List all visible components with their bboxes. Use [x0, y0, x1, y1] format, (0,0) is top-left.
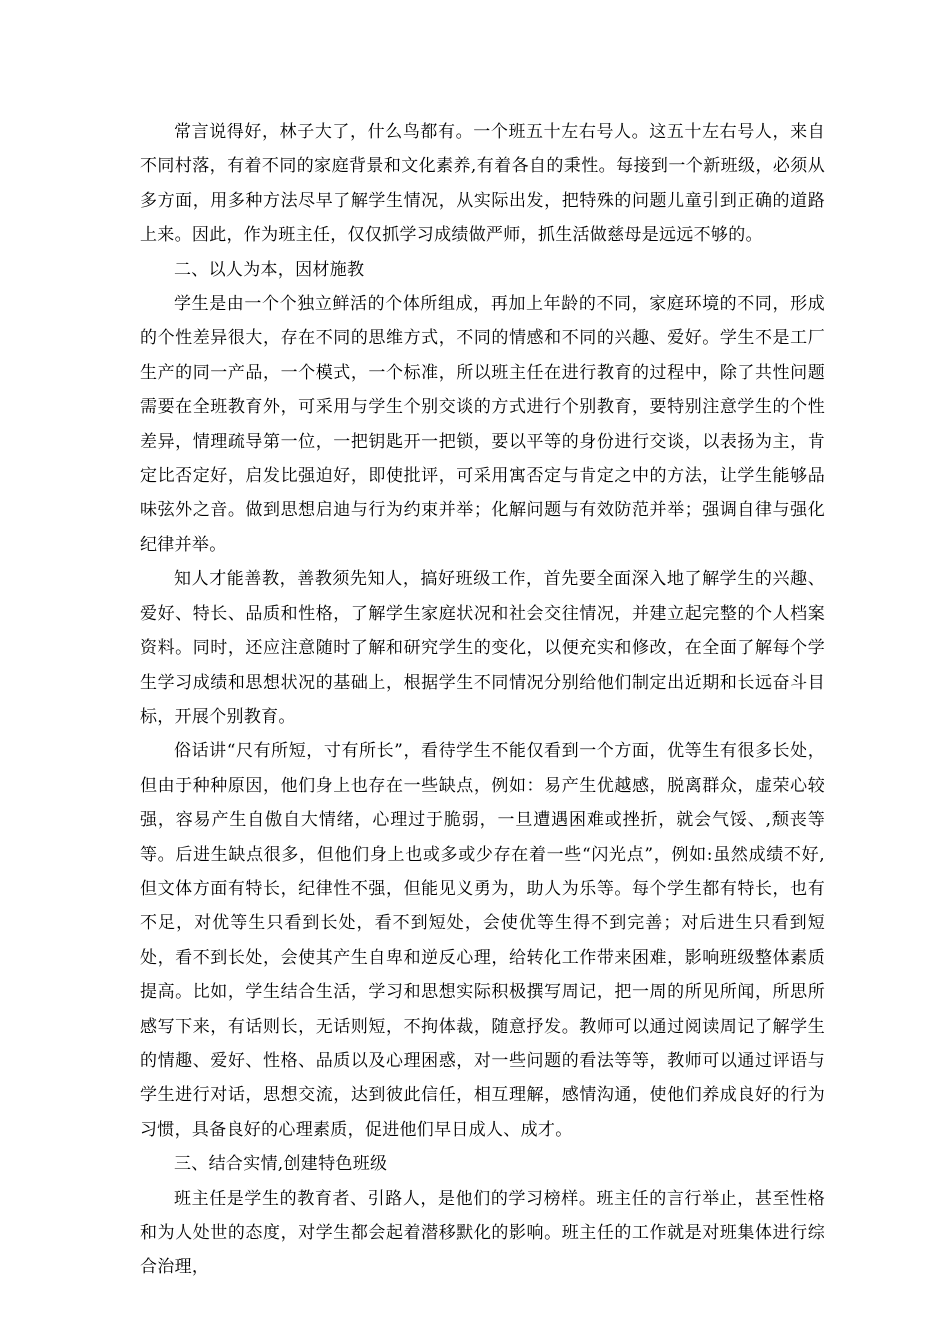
paragraph-individual-differences: 学生是由一个个独立鲜活的个体所组成，再加上年龄的不同，家庭环境的不同，形成的个性差异很大，存在不同的思维方式，不同的情感和不同的兴趣、爱好。学生不是工厂生产的同一产品，一个模式，一个标准，所以班主任在进行教育的过程中，除了共性问题需要在全班教育外，可采用与学生个别交谈的方式进行个别教育，要特别注意学生的个性差异，情理疏导第一位，一把钥匙开一把锁，要以平等的身份进行交谈，以表扬为主，肯定比否定好，启发比强迫好，即使批评，可采用寓否定与肯定之中的方法，让学生能够品味弦外之音。做到思想启迪与行为约束并举；化解问题与有效防范并举；强调自律与强化纪律并举。	[140, 294, 825, 555]
section-heading-3: 三、结合实情,创建特色班级	[174, 1154, 388, 1175]
paragraph-class-teacher-role: 班主任是学生的教育者、引路人，是他们的学习榜样。班主任的言行举止，甚至性格和为人处世的态度，对学生都会起着潜移默化的影响。班主任的工作就是对班集体进行综合治理，	[140, 1188, 825, 1278]
section-heading-2: 二、以人为本，因材施教	[174, 259, 365, 280]
paragraph-strengths-weaknesses: 俗话讲“尺有所短，寸有所长”，看待学生不能仅看到一个方面，优等生有很多长处，但由于种种原因，他们身上也存在一些缺点，例如：易产生优越感，脱离群众，虚荣心较强，容易产生自傲自大情绪，心理过于脆弱，一旦遭遇困难或挫折，就会气馁、,颓丧等等。后进生缺点很多，但他们身上也或多或少存在着一些“闪光点”，例如:虽然成绩不好,但文体方面有特长，纪律性不强，但能见义勇为，助人为乐等。每个学生都有特长，也有不足，对优等生只看到长处，看不到短处，会使优等生得不到完善；对后进生只看到短处，看不到长处，会使其产生自卑和逆反心理，给转化工作带来困难，影响班级整体素质提高。比如，学生结合生活，学习和思想实际积极撰写周记，把一周的所见所闻，所思所感写下来，有话则长，无话则短，不拘体裁，随意抒发。教师可以通过阅读周记了解学生的情趣、爱好、性格、品质以及心理困惑，对一些问题的看法等等，教师可以通过评语与学生进行对话，思想交流，达到彼此信任，相互理解，感情沟通，使他们养成良好的行为习惯，具备良好的心理素质，促进他们早日成人、成才。	[140, 741, 825, 1140]
paragraph-know-students: 知人才能善教，善教须先知人，搞好班级工作，首先要全面深入地了解学生的兴趣、爱好、特长、品质和性格，了解学生家庭状况和社会交往情况，并建立起完整的个人档案资料。同时，还应注意随时了解和研究学生的变化，以便充实和修改，在全面了解每个学生学习成绩和思想状况的基础上，根据学生不同情况分别给他们制定出近期和长远奋斗目标，开展个别教育。	[140, 569, 825, 727]
document-body	[140, 115, 825, 1285]
paragraph-intro: 常言说得好，林子大了，什么鸟都有。一个班五十左右号人。这五十左右号人，来自不同村落，有着不同的家庭背景和文化素养,有着各自的秉性。每接到一个新班级，必须从多方面，用多种方法尽早了解学生情况，从实际出发，把特殊的问题儿童引到正确的道路上来。因此，作为班主任，仅仅抓学习成绩做严师，抓生活做慈母是远远不够的。	[140, 122, 825, 246]
